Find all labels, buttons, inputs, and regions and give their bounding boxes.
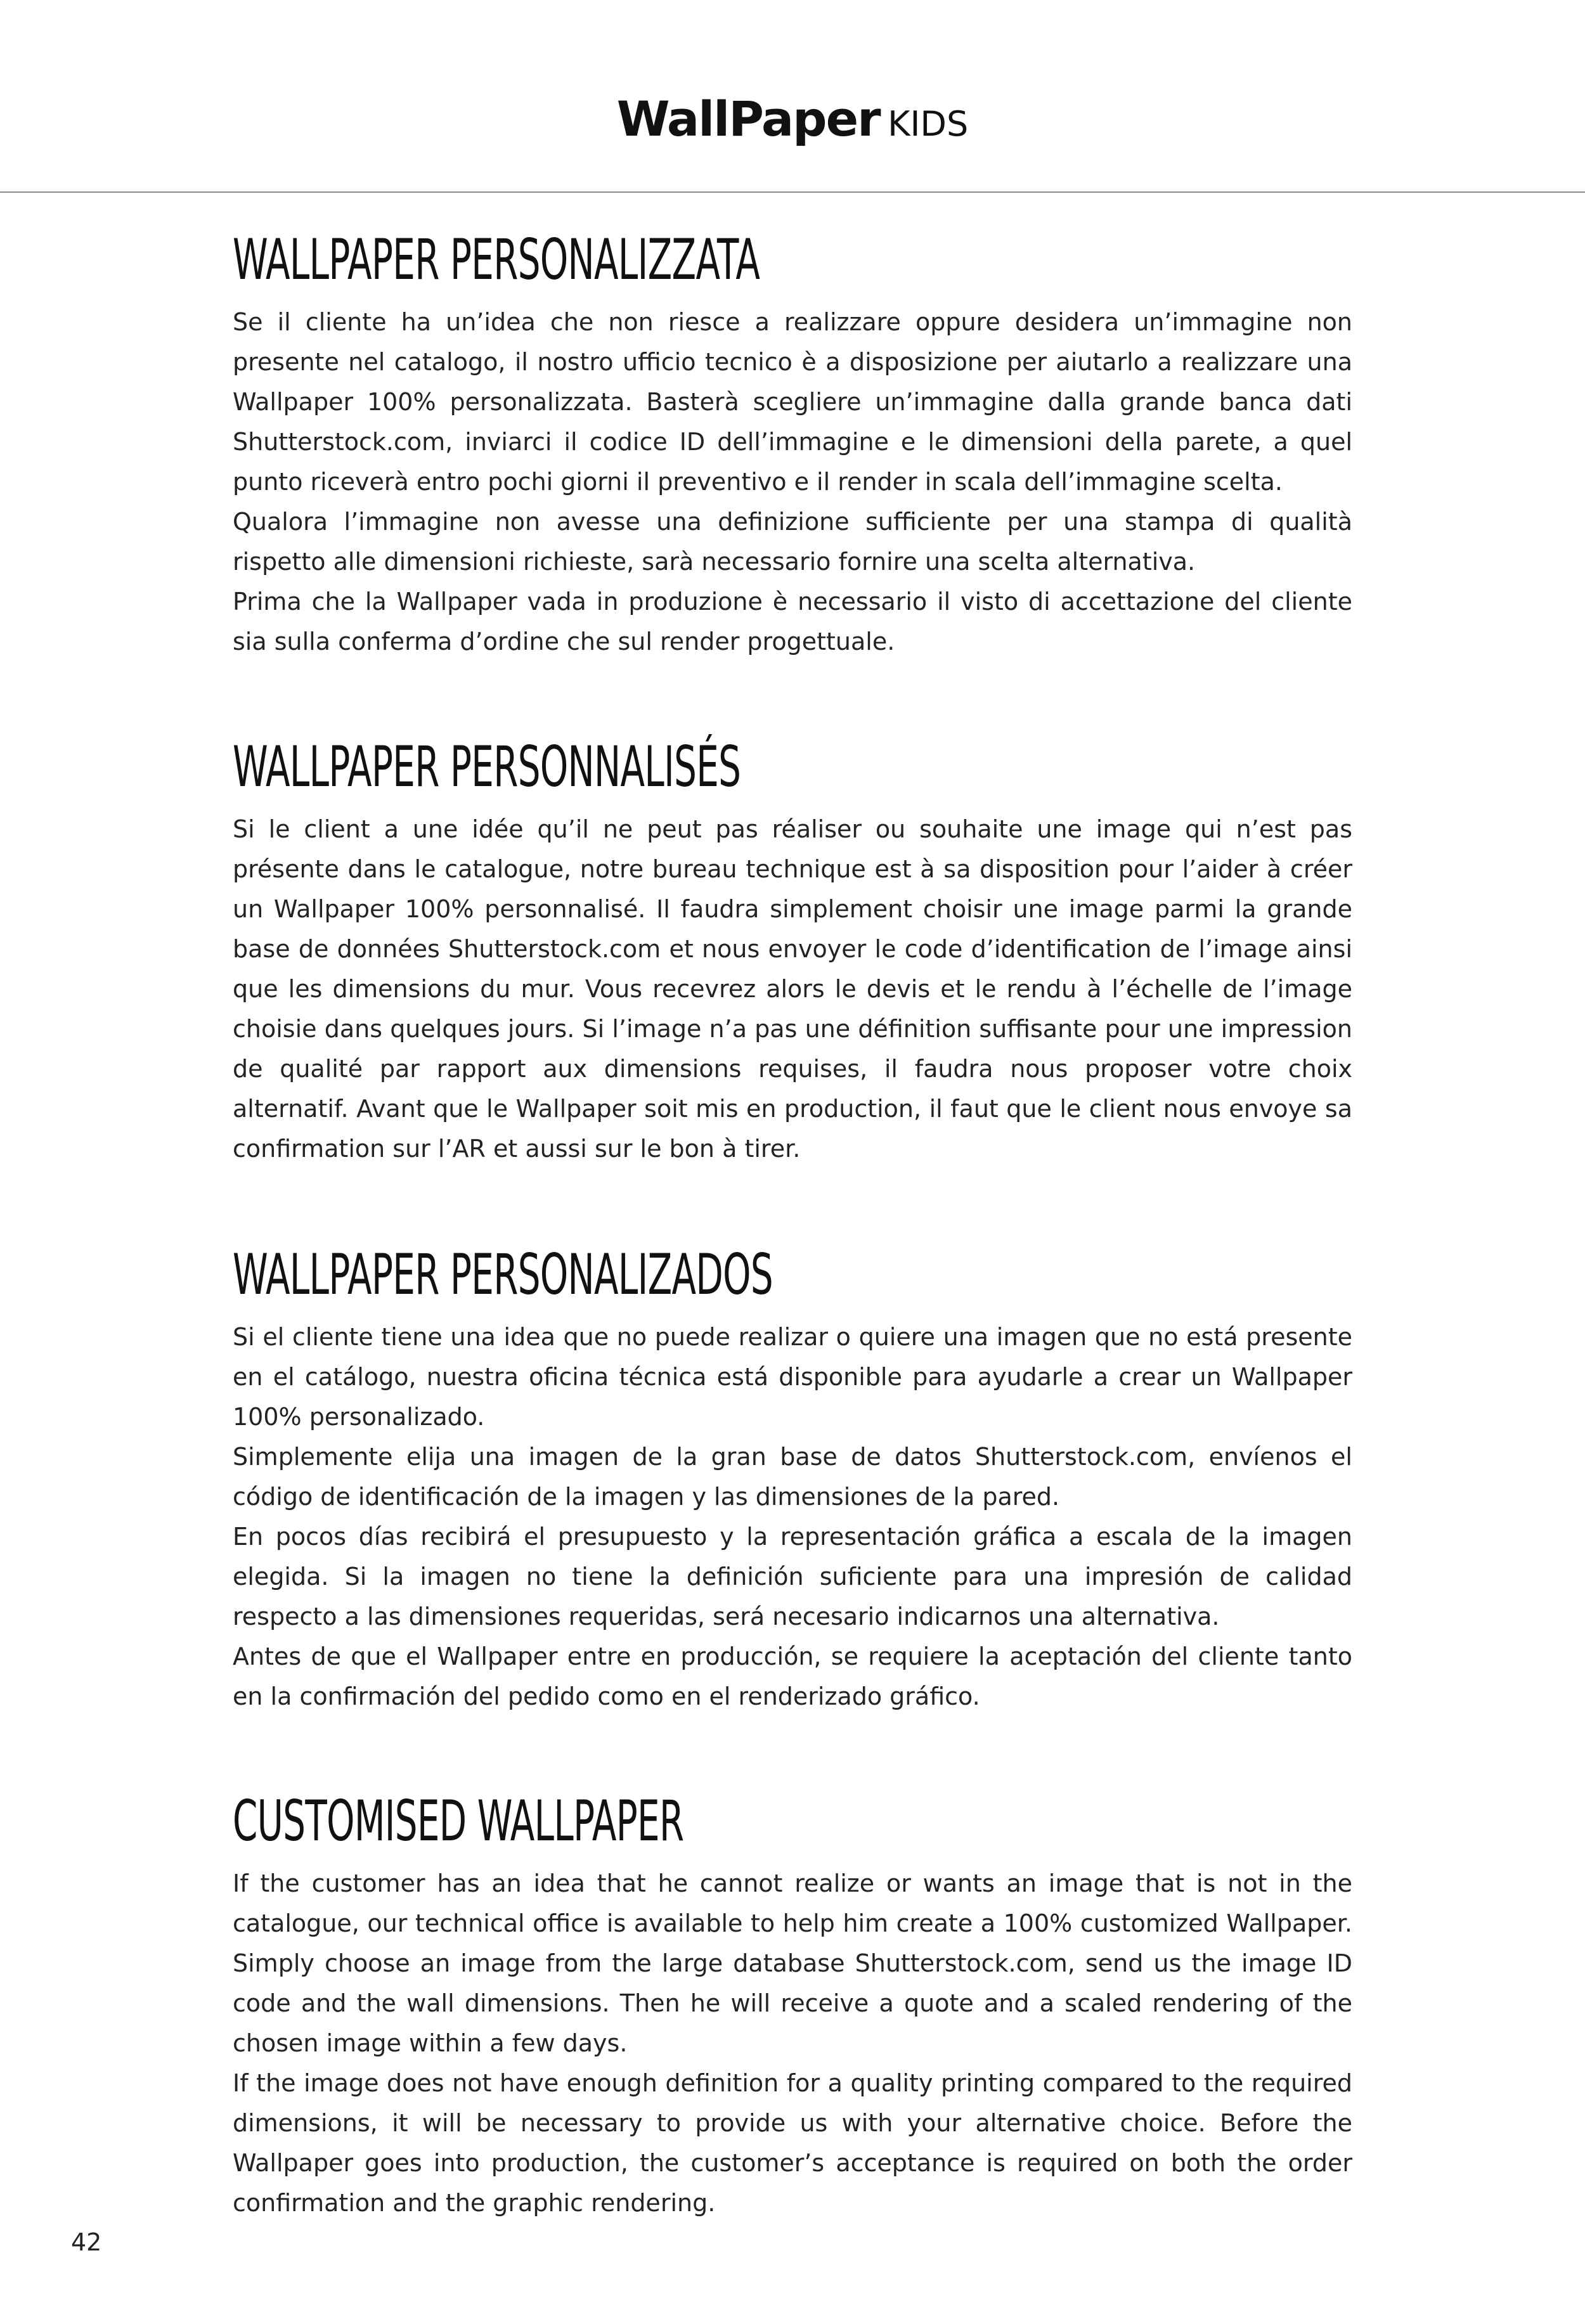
paragraph-spanish-2: Simplemente elija una imagen de la gran base de datos Shutterstock.com, envíenos el código de identificación de la imagen y las dimensiones de la pared. — [233, 1443, 1352, 1511]
section-spanish — [233, 1244, 1352, 1717]
section-italian — [233, 229, 1352, 662]
paragraph-spanish-4: Antes de que el Wallpaper entre en producción, se requiere la aceptación del cliente tanto en la confirmación del pedido como en el renderizado gráfico. — [233, 1643, 1352, 1710]
page-header — [0, 0, 1585, 193]
brand-logo — [0, 91, 1585, 147]
paragraph-spanish-1: Si el cliente tiene una idea que no puede realizar o quiere una imagen que no está presente en el catálogo, nuestra oficina técnica está disponible para ayudarle a crear un Wallpaper 100% personalizado. — [233, 1323, 1352, 1431]
brand-subtitle: KIDS — [888, 104, 969, 144]
paragraph-italian-3: Prima che la Wallpaper vada in produzione è necessario il visto di accettazione del cliente sia sulla conferma d’ordine che sul render progettuale. — [233, 588, 1352, 655]
section-french — [233, 734, 1352, 1169]
paragraph-english-1: If the customer has an idea that he cannot realize or wants an image that is not in the catalogue, our technical office is available to help him create a 100% customized Wallpaper. Simply choose an image from the large database Shutterstock.com, send us the image ID code and the wall dimensions. Then he will receive a quote and a scaled rendering of the chosen image within a few days. — [233, 1869, 1352, 2057]
section-title-italian: WALLPAPER PERSONALIZZATA — [233, 227, 760, 292]
page-number: 42 — [71, 2228, 102, 2256]
paragraph-spanish-3: En pocos días recibirá el presupuesto y la representación gráfica a escala de la imagen elegida. Si la imagen no tiene la definición suficiente para una impresión de calidad respecto a las dimensiones requeridas, será necesario indicarnos una alternativa. — [233, 1523, 1352, 1630]
paragraph-italian-1: Se il cliente ha un’idea che non riesce a realizzare oppure desidera un’immagine non presente nel catalogo, il nostro ufficio tecnico è a disposizione per aiutarlo a realizzare una Wallpaper 100% personalizzata. Basterà scegliere un’immagine dalla grande banca dati Shutterstock.com, inviarci il codice ID dell’immagine e le dimensioni della parete, a quel punto riceverà entro pochi giorni il preventivo e il render in scala dell’immagine scelta. — [233, 308, 1352, 496]
section-title-spanish: WALLPAPER PERSONALIZADOS — [233, 1242, 773, 1307]
paragraph-english-2: If the image does not have enough definition for a quality printing compared to the required dimensions, it will be necessary to provide us with your alternative choice. Before the Wallpaper goes into production, the customer’s acceptance is required on both the order confirmation and the graphic rendering. — [233, 2069, 1352, 2217]
section-title-english: CUSTOMISED WALLPAPER — [233, 1788, 684, 1854]
section-title-french: WALLPAPER PERSONNALISÉS — [233, 734, 741, 799]
section-english — [233, 1788, 1352, 2223]
brand-name: WallPaper — [616, 91, 880, 147]
paragraph-french-1: Si le client a une idée qu’il ne peut pas réaliser ou souhaite une image qui n’est pas présente dans le catalogue, notre bureau technique est à sa disposition pour l’aider à créer un Wallpaper 100% personnalisé. Il faudra simplement choisir une image parmi la grande base de données Shutterstock.com et nous envoyer le code d’identification de l’image ainsi que les dimensions du mur. Vous recevrez alors le devis et le rendu à l’échelle de l’image choisie dans quelques jours. Si l’image n’a pas une définition suffisante pour une impression de qualité par rapport aux dimensions requises, il faudra nous proposer votre choix alternatif. Avant que le Wallpaper soit mis en production, il faut que le client nous envoye sa confirmation sur l’AR et aussi sur le bon à tirer. — [233, 815, 1352, 1163]
paragraph-italian-2: Qualora l’immagine non avesse una definizione sufficiente per una stampa di qualità rispetto alle dimensioni richieste, sarà necessario fornire una scelta alternativa. — [233, 508, 1352, 576]
